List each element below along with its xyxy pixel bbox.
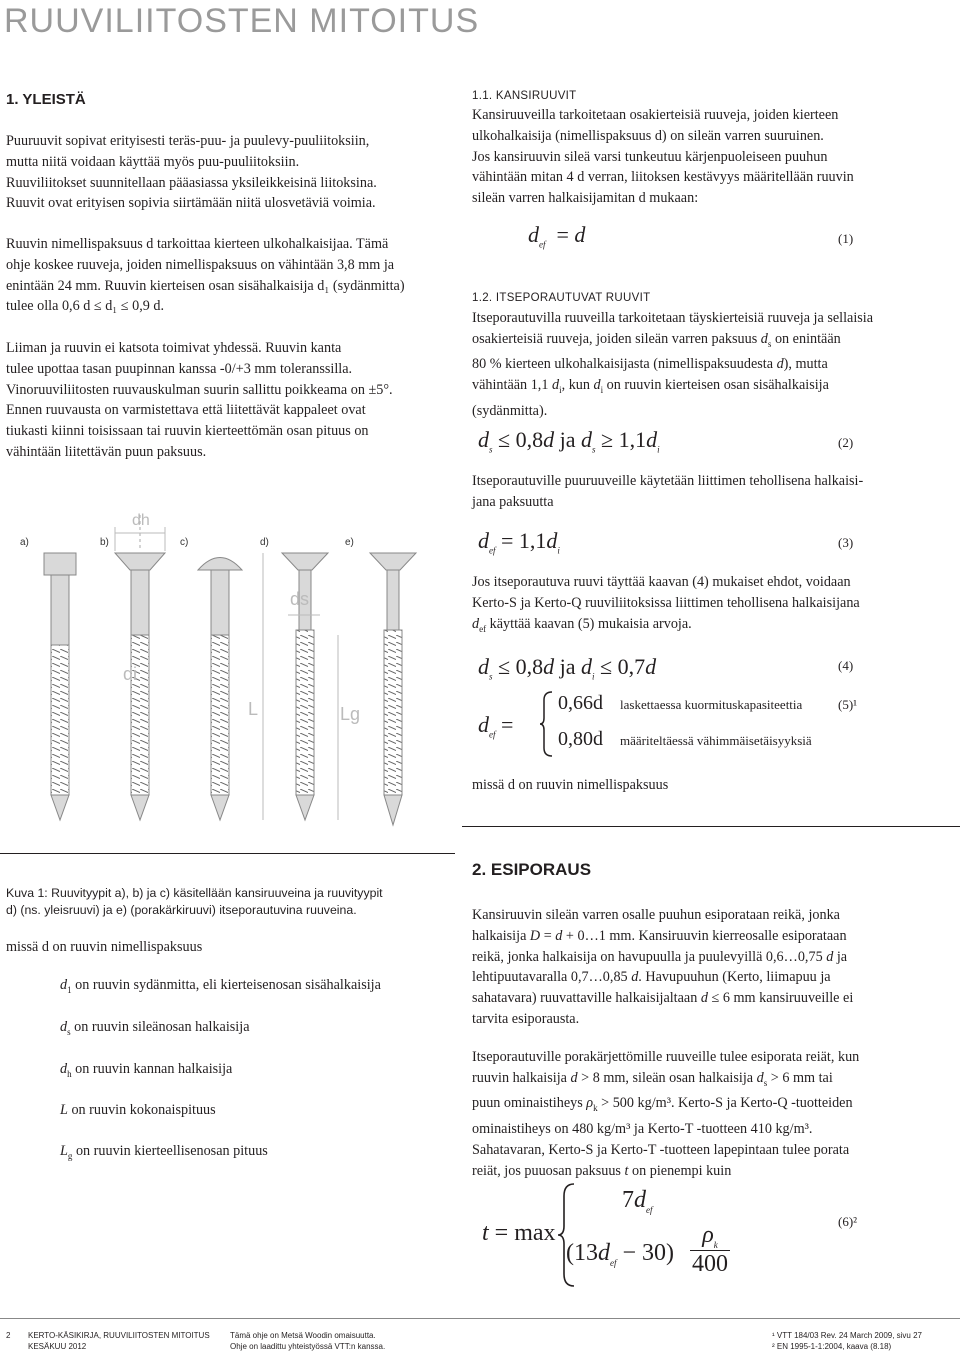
text-line: enintään 24 mm. Ruuvin kierteisen osan sisähalkaisija d₁ (sydänmitta) (6, 277, 405, 294)
footer-line: Ohje on laadittu yhteistyössä VTT:n kanssa. (230, 1341, 386, 1351)
page-number: 2 (6, 1331, 11, 1340)
paragraph-kansiruuvit (472, 105, 942, 209)
screw-types-figure (20, 495, 440, 840)
dim-label-di: di (123, 664, 138, 684)
legend-row-dh (60, 1061, 232, 1079)
text-line: Itseporautuvilla ruuveilla tarkoitetaan täyskierteisiä ruuveja ja sellaisia (472, 310, 874, 326)
equation-4-number: (4) (838, 658, 854, 673)
equation-5-top-text: laskettaessa kuormituskapasiteettia (620, 697, 803, 712)
dim-label-L: L (248, 699, 259, 719)
legend-subscript: 1 (67, 984, 72, 995)
screw-a (44, 553, 76, 820)
legend-text: on ruuvin kannan halkaisija (75, 1061, 233, 1077)
equation-6-brace (556, 1180, 576, 1290)
legend-row-Lg (60, 1143, 268, 1161)
text-line: Ruuvit ovat erityisen sopivia siirtämään niitä ulosvetäviä voimia. (6, 195, 376, 212)
text-line: Ennen ruuvausta on varmistettava että liitettävät kappaleet ovat (6, 402, 366, 419)
equation-6-bottom: $(13d_{ef} - 30)$ (566, 1240, 675, 1268)
text-line: jana paksuutta (472, 493, 554, 510)
footer-line: KERTO-KÄSIKIRJA, RUUVILIITOSTEN MITOITUS (28, 1331, 210, 1340)
legend-symbol: d (60, 1019, 68, 1035)
text-line: Liiman ja ruuvin ei katsota toimivat yhdessä. Ruuvin kanta (6, 340, 342, 356)
text-line: tulee olla 0,6 d ≤ d₁ ≤ 0,9 d. (6, 298, 165, 315)
text-line: ominaistiheys on 480 kg/m³ ja Kerto-T -tuotteen 410 kg/m³. (472, 1121, 813, 1138)
text-line: Jos kansiruuvin sileä varsi tunkeutuu kärjenpuoleiseen puuhun (472, 148, 828, 165)
text-line: Vinoruuviliitosten ruuvauskulman suurin sallittu poikkeama on ±5°. (6, 381, 393, 398)
equation-1: $d_{ef} = d$ (528, 222, 586, 250)
figure-caption-divider (0, 853, 455, 854)
text-line: ruuvin halkaisija d > 8 mm, sileän osan halkaisija $d_s > 6$ mm tai (472, 1069, 833, 1088)
equation-5-bottom-value: 0,80d (558, 728, 603, 750)
document-title: RUUVILIITOSTEN MITOITUS (4, 2, 480, 40)
text-line: Itseporautuville puuruuveille käytetään liittimen tehollisena halkaisi- (472, 473, 864, 489)
section-heading-yleista: 1. YLEISTÄ (6, 91, 86, 108)
section-heading-kansiruuvit: 1.1. KANSIRUUVIT (472, 90, 577, 102)
equation-6-lhs: t = max (482, 1220, 556, 1246)
equation-5-brace (540, 690, 554, 758)
paragraph-installation (6, 338, 456, 463)
legend-row-L (60, 1102, 216, 1119)
text-line: Sahatavaran, Kerto-S ja Kerto-T -tuotteen lapepintaan tulee porata (472, 1141, 850, 1158)
screw-label-d: d) (260, 537, 269, 548)
dim-label-dh: dh (132, 512, 150, 529)
legend-subscript: s (67, 1026, 71, 1037)
legend-symbol: L (60, 1102, 68, 1118)
legend-subscript: g (67, 1150, 73, 1161)
footer-line: ¹ VTT 184/03 Rev. 24 March 2009, sivu 27 (772, 1331, 923, 1340)
legend-text: on ruuvin sydänmitta, eli kierteisenosan sisähalkaisija (75, 977, 381, 993)
text-line: Ruuviliitokset suunnitellaan pääasiassa yksileikkeisinä liitoksina. (6, 174, 377, 191)
legend-text: on ruuvin kierteellisenosan pituus (75, 1143, 268, 1159)
text-line: $d_{ef}$ käyttää kaavan (5) mukaisia arvoja. (472, 615, 692, 634)
equation-5-bottom-text: määriteltäessä vähimmäisetäisyyksiä (620, 733, 812, 748)
legend-symbol: d (60, 977, 68, 993)
legend-subscript: h (67, 1068, 72, 1079)
equation-5-lhs: $d_{ef}$ = (478, 712, 514, 740)
footer-ownership (230, 1331, 385, 1352)
caption-line: Kuva 1: Ruuvityypit a), b) ja c) käsitellään kansiruuveina ja ruuvityypit (6, 886, 383, 900)
section-heading-esiporaus: 2. ESIPORAUS (472, 860, 592, 879)
figure-caption (6, 885, 383, 919)
legend-symbol: L (60, 1143, 68, 1159)
section-divider-right (462, 826, 960, 827)
screw-label-b: b) (100, 537, 109, 548)
equation-3-number: (3) (838, 535, 854, 550)
equation-2-number: (2) (838, 435, 854, 450)
equation-5-number: (5)¹ (838, 697, 858, 712)
screw-label-e: e) (345, 537, 354, 548)
text-line: Kansiruuvin sileän varren osalle puuhun esiporataan reikä, jonka (472, 907, 840, 923)
equation-6-fraction: $\rho_k$ 400 (692, 1222, 728, 1277)
paragraph-intro (6, 131, 456, 214)
equation-5-top-value: 0,66d (558, 692, 603, 714)
footer-line: ² EN 1995-1-1:2004, kaava (8.18) (772, 1341, 892, 1351)
text-line: tulee upottaa tasan puupinnan kanssa -0/+3 mm toleranssilla. (6, 360, 353, 377)
text-line: halkaisija D = d + 0…1 mm. Kansiruuvin kierreosalle esiporataan (472, 927, 847, 944)
legend-row-ds (60, 1019, 250, 1037)
equation-6-number: (6)² (838, 1214, 858, 1229)
text-line: 80 % kierteen ulkohalkaisijasta (nimellispaksuudesta d), mutta (472, 356, 828, 373)
legend-text: on ruuvin kokonaispituus (71, 1102, 216, 1118)
paragraph-esiporaus (472, 905, 942, 1030)
equation-3: $d_{ef} = 1,1d_i$ (478, 528, 560, 556)
footer-divider (0, 1318, 960, 1319)
text-line: Kansiruuveilla tarkoitetaan osakierteisiä ruuveja, joiden kierteen (472, 107, 839, 123)
text-line: Jos itseporautuva ruuvi täyttää kaavan (4) mukaiset ehdot, voidaan (472, 574, 851, 590)
equation-2: $d_s \le 0,8d$ ja $d_s \ge 1,1d_i$ (478, 427, 660, 455)
screw-e (370, 553, 416, 825)
text-line: Ruuvin nimellispaksuus d tarkoittaa kierteen ulkohalkaisijaa. Tämä (6, 236, 389, 252)
equation-4: $d_s \le 0,8d$ ja $d_i \le 0,7d$ (478, 654, 657, 682)
legend-row-d1 (60, 977, 381, 995)
text-line: vähintään mitan 4 d verran, liitoksen kestävyys määritellään ruuvin (472, 169, 854, 186)
screw-label-a: a) (20, 537, 29, 548)
paragraph-thickness (6, 234, 456, 317)
equation-1-number: (1) (838, 231, 854, 246)
text-line: (sydänmitta). (472, 402, 548, 419)
footer-line: KESÄKUU 2012 (28, 1341, 87, 1351)
caption-line: d) (ns. yleisruuvi) ja e) (porakärkiruuvi) itseporautuvina ruuveina. (6, 903, 357, 917)
paragraph-itseporautuvat (472, 308, 942, 422)
text-line: sahatavara) ruuvattaville halkaisijaltaan d ≤ 6 mm kansiruuveille ei (472, 990, 854, 1007)
text-line: ohje koskee ruuveja, joiden nimellispaksuus on vähintään 3,8 mm ja (6, 256, 395, 273)
dim-label-Lg: Lg (340, 704, 361, 724)
screw-label-c: c) (180, 537, 189, 548)
legend-symbol: d (60, 1061, 68, 1077)
dim-label-ds: ds (290, 589, 310, 609)
screw-c (198, 558, 242, 821)
legend-text: on ruuvin sileänosan halkaisija (74, 1019, 250, 1035)
equation-6-top: $7d_{ef}$ (622, 1187, 653, 1215)
text-line: puun ominaistiheys $\rho_k > 500$ kg/m³. Kerto-S ja Kerto-Q -tuotteiden (472, 1095, 853, 1114)
text-line: vähintään liitettävän puun paksuus. (6, 443, 207, 460)
text-line: Itseporautuville porakärjettömille ruuveille tulee esiporata reiät, kun (472, 1049, 860, 1065)
text-line: osakierteisiä ruuveja, joiden sileän varren paksuus $d_s$ on enintään (472, 330, 841, 349)
paragraph-where-d: missä d on ruuvin nimellispaksuus (472, 777, 669, 793)
footer-references (772, 1331, 922, 1352)
text-line: tarvita esiporausta. (472, 1010, 580, 1027)
paragraph-esiporaus-itseporautuvat (472, 1047, 942, 1181)
legend-intro: missä d on ruuvin nimellispaksuus (6, 939, 203, 955)
footer-publication (28, 1331, 210, 1352)
paragraph-tehollinen (472, 471, 942, 513)
text-line: vähintään 1,1 $d_i$, kun $d_i$ on ruuvin kierteisen osan sisähalkaisija (472, 377, 829, 396)
text-line: tiukasti kiinni toisissaan tai ruuvin kierteettömän osan pituus on (6, 423, 369, 440)
text-line: ulkohalkaisija (nimellispaksuus d) on sileän varren suuruinen. (472, 127, 824, 144)
text-line: reiät, jos puuosan paksuus t on pienempi kuin (472, 1162, 732, 1179)
paragraph-kerto (472, 572, 942, 639)
footer-line: Tämä ohje on Metsä Woodin omaisuutta. (230, 1331, 376, 1340)
text-line: sileän varren halkaisijamitan d mukaan: (472, 190, 699, 207)
text-line: mutta niitä voidaan käyttää myös puu-puuliitoksiin. (6, 153, 300, 170)
text-line: reikä, jonka halkaisija on havupuulla ja puulevyillä 0,6…0,75 d ja (472, 948, 848, 965)
text-line: lehtipuutavaralla 0,7…0,85 d. Havupuuhun (Kerto, liimapuu ja (472, 969, 831, 986)
text-line: Kerto-S ja Kerto-Q ruuviliitoksissa liittimen tehollisena halkaisijana (472, 594, 860, 611)
section-heading-itseporautuvat: 1.2. ITSEPORAUTUVAT RUUVIT (472, 292, 651, 304)
text-line: Puuruuvit sopivat erityisesti teräs-puu- ja puulevy-puuliitoksiin, (6, 133, 370, 149)
